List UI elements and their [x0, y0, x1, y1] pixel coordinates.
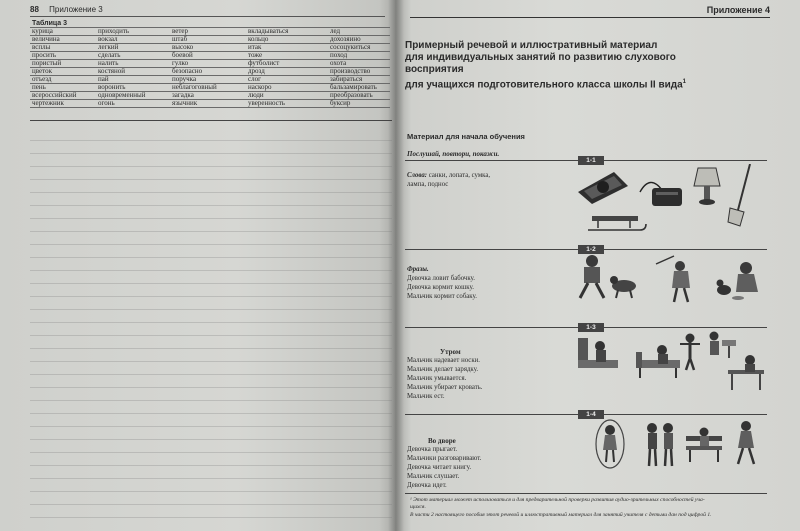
table-cell: тоже	[246, 52, 328, 60]
table-row	[30, 100, 390, 108]
boys-talking-illustration	[647, 423, 673, 466]
table-cell: отъезд	[30, 76, 96, 84]
block-lead-text: Фразы.	[407, 266, 429, 273]
table-cell: бальзамировать	[328, 84, 390, 92]
table-cell: неблагоговный	[170, 84, 246, 92]
section-title: Материал для начала обучения	[407, 132, 525, 141]
boy-putting-on-socks-illustration	[578, 338, 618, 368]
block-heading: Во дворе	[428, 437, 456, 445]
table-cell: язычник	[170, 100, 246, 108]
table-cell: просить	[30, 52, 96, 60]
block-line: Мальчики разговаривают.	[407, 455, 482, 462]
instruction: Послушай, повтори, покажи.	[407, 150, 500, 158]
block-line: Мальчик умывается.	[407, 375, 467, 382]
table-cell: цветок	[30, 68, 96, 76]
table-cell: штаб	[170, 36, 246, 44]
girl-feeding-cat-illustration	[717, 262, 759, 300]
block-1-4-illustrations	[574, 418, 770, 474]
table-cell: люди	[246, 92, 328, 100]
block-1-2-illustrations	[570, 252, 770, 307]
block-line: Девочка прыгает.	[407, 446, 458, 453]
empty-lined-area	[30, 128, 392, 523]
block-line: Мальчик убирает кровать.	[407, 384, 483, 391]
table-cell: итак	[246, 44, 328, 52]
boy-making-bed-illustration	[636, 345, 680, 378]
shovel-illustration	[728, 164, 750, 226]
table-cell: уверенность	[246, 100, 328, 108]
block-line: Девочка ловит бабочку.	[407, 275, 475, 282]
table-cell: высоко	[170, 44, 246, 52]
table-cell: пористый	[30, 60, 96, 68]
block-line: Мальчик надевает носки.	[407, 357, 480, 364]
block-line: Девочка кормит кошку.	[407, 284, 474, 291]
table-cell: одновременный	[96, 92, 170, 100]
footnote-line: щихся.	[410, 504, 426, 510]
left-running-head	[30, 5, 385, 17]
table-cell: слог	[246, 76, 328, 84]
table-cell: поручка	[170, 76, 246, 84]
boy-eating-illustration	[728, 355, 764, 390]
block-line: Мальчик ест.	[407, 393, 445, 400]
block-heading: Утром	[440, 348, 461, 356]
table-cell: загадка	[170, 92, 246, 100]
table-cell: пай	[96, 76, 170, 84]
table-cell: налить	[96, 60, 170, 68]
table-cell: дрозд	[246, 68, 328, 76]
block-text: санки, лопата, сумка,	[428, 172, 491, 179]
block-1-3-illustrations	[574, 330, 770, 394]
table-cell: производство	[328, 68, 390, 76]
tray-illustration	[578, 172, 628, 204]
footnote-rule	[405, 493, 767, 494]
boy-feeding-dog-illustration	[580, 255, 636, 298]
table-cell: огонь	[96, 100, 170, 108]
table-cell: сосоцукиться	[328, 44, 390, 52]
block-1-1-illustrations	[570, 164, 770, 236]
table-cell: гулко	[170, 60, 246, 68]
title-line: для индивидуальных занятий по развитию слухового восприятия	[405, 52, 676, 75]
table-cell: боевой	[170, 52, 246, 60]
block-line: Девочка читает книгу.	[407, 464, 472, 471]
table-cell: забираться	[328, 76, 390, 84]
title-line: Примерный речевой и иллюстративный материал	[405, 40, 658, 51]
words-table	[30, 27, 390, 108]
sled-illustration	[588, 216, 646, 230]
title-line	[405, 76, 725, 91]
running-head-right: Приложение 4	[410, 5, 770, 18]
boy-doing-exercises-illustration	[680, 334, 700, 371]
table-title: Таблица 3	[32, 20, 68, 27]
table-cell: курица	[30, 28, 96, 36]
footnote-line: В части 2 настоящего пособия этот речевой и иллюстративный материал для занятий учителя с детьми дан под цифрой 1.	[410, 512, 712, 518]
block-line: Мальчик делает зарядку.	[407, 366, 479, 373]
girl-jumping-rope-illustration	[596, 420, 624, 468]
table-cell: воронить	[96, 84, 170, 92]
table-cell: преобразовать	[328, 92, 390, 100]
table-cell: вокзал	[96, 36, 170, 44]
girl-reading-on-bench-illustration	[686, 428, 722, 463]
table-cell: безопасно	[170, 68, 246, 76]
table-cell: вкладываться	[246, 28, 328, 36]
footnote-mark: 1	[682, 79, 687, 85]
page-number: 88	[30, 5, 39, 14]
girl-catching-butterfly-illustration	[656, 256, 690, 302]
table-cell: буксир	[328, 100, 390, 108]
table-cell: наскоро	[246, 84, 328, 92]
table-cell: охота	[328, 60, 390, 68]
table-cell: ветер	[170, 28, 246, 36]
block-lead: Слова:	[407, 172, 428, 179]
table-cell: всплы	[30, 44, 96, 52]
table-cell: легкий	[96, 44, 170, 52]
footnote-line: ¹ Этот материал может использоваться и для предварительной проверки развития аудио-зрительных способностей уча-	[410, 497, 705, 503]
table-cell: сделать	[96, 52, 170, 60]
appendix-title	[405, 40, 725, 91]
bag-illustration	[640, 182, 682, 206]
lamp-illustration	[694, 168, 720, 205]
table-cell: пень	[30, 84, 96, 92]
title-line-text: для учащихся подготовительного класса школы II вида	[405, 79, 683, 91]
block-lead	[407, 266, 429, 275]
table-cell: лед	[328, 28, 390, 36]
block-line	[407, 172, 490, 181]
table-cell: костяной	[96, 68, 170, 76]
block-badge: 1-1	[578, 156, 604, 165]
block-badge: 1-3	[578, 323, 604, 332]
girl-walking-illustration	[738, 421, 754, 464]
boy-washing-illustration	[710, 332, 737, 359]
block-line: Мальчик кормит собаку.	[407, 293, 477, 300]
block-badge: 1-4	[578, 410, 604, 419]
table-cell: чертежник	[30, 100, 96, 108]
running-head-left: Приложение 3	[49, 5, 103, 14]
table-cell: дохозяино	[328, 36, 390, 44]
table-cell: кольцо	[246, 36, 328, 44]
table-cell: величина	[30, 36, 96, 44]
block-badge: 1-2	[578, 245, 604, 254]
table-cell: всероссийский	[30, 92, 96, 100]
table-cell: поход	[328, 52, 390, 60]
table-cell: приходить	[96, 28, 170, 36]
table-cell: футболист	[246, 60, 328, 68]
block-line: Девочка идет.	[407, 482, 447, 489]
table-bottom-rule	[30, 120, 392, 121]
block-line: Мальчик слушает.	[407, 473, 460, 480]
block-line: лампа, поднос	[407, 181, 449, 188]
